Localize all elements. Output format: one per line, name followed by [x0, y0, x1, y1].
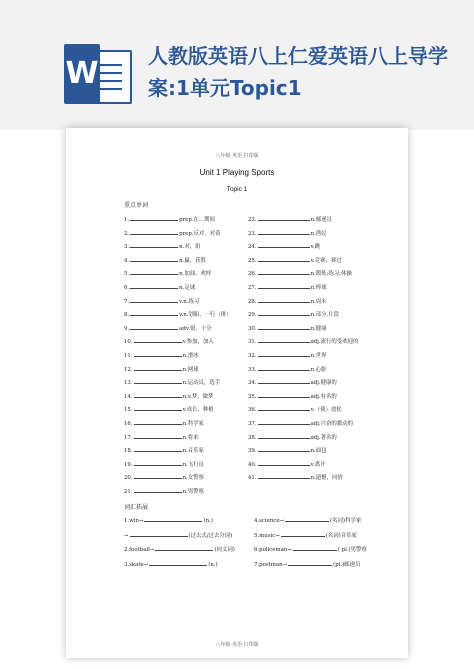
item-meaning: n.面包	[310, 448, 327, 455]
item-meaning: n.心脏	[310, 366, 327, 373]
vocab-item	[248, 228, 327, 237]
vocab-item	[124, 214, 215, 223]
item-meaning: adj.著名的	[310, 434, 337, 441]
vocab-item	[124, 459, 204, 468]
item-number: 6.	[124, 285, 130, 291]
vocab-item	[248, 323, 327, 332]
banner	[0, 0, 474, 130]
expansion-item	[254, 515, 361, 524]
item-meaning: n.邮递员	[310, 217, 332, 223]
item-meaning: n.周末	[310, 298, 327, 305]
item-number: →	[124, 532, 129, 539]
answer-blank[interactable]	[258, 472, 310, 479]
answer-blank[interactable]	[134, 364, 182, 371]
item-number: 36.	[248, 407, 257, 414]
expansion-item	[124, 515, 213, 524]
item-meaning: n.对，组	[179, 244, 201, 251]
vocab-item	[124, 418, 204, 427]
item-meaning: n.v.梦，做梦	[182, 393, 214, 400]
answer-blank[interactable]	[258, 282, 310, 289]
item-number: 7.postman→	[254, 561, 288, 568]
item-number: 33.	[248, 366, 257, 373]
item-number: 3.	[124, 244, 130, 251]
vocab-item	[124, 282, 195, 291]
item-meaning: v.离开	[310, 461, 326, 468]
item-number: 24.	[248, 244, 257, 251]
page-footer: 八年级·英语·打印版	[215, 642, 259, 648]
answer-blank[interactable]	[293, 544, 337, 551]
item-meaning: (pl.)邮递员	[333, 561, 361, 568]
item-meaning: adj.兴奋的激动的	[310, 421, 353, 427]
item-meaning: adj.有名的	[310, 393, 337, 400]
item-number: 6.policeman→	[254, 547, 292, 553]
answer-blank[interactable]	[130, 296, 178, 303]
item-meaning: n.运动员，选手	[182, 380, 221, 387]
item-number: 27.	[248, 285, 257, 291]
item-number: 31.	[248, 339, 257, 346]
item-meaning: n.音乐家	[182, 448, 204, 455]
item-meaning: (n.)	[208, 561, 218, 568]
answer-blank[interactable]	[134, 432, 182, 439]
item-number: 18.	[124, 448, 133, 455]
item-number: 19.	[124, 461, 133, 468]
answer-blank[interactable]	[130, 214, 178, 221]
vocab-item	[248, 364, 327, 373]
item-number: 4.science→	[254, 518, 285, 524]
answer-blank[interactable]	[258, 214, 310, 221]
item-meaning: n.世界	[310, 353, 327, 359]
vocab-item	[124, 377, 220, 386]
vocab-item	[248, 296, 327, 305]
answer-blank[interactable]	[130, 241, 178, 248]
item-number: 26.	[248, 271, 257, 278]
answer-blank[interactable]	[258, 418, 310, 425]
vocab-item	[248, 214, 332, 223]
answer-blank[interactable]	[144, 515, 202, 522]
item-meaning: n.网球	[182, 366, 199, 373]
item-number: 11.	[124, 353, 133, 359]
item-meaning: prep.反对，对着	[179, 230, 221, 237]
item-meaning: n.飞行员	[182, 461, 204, 468]
vocab-item	[248, 350, 327, 359]
expansion-item	[254, 544, 367, 553]
word-w-badge: W	[64, 44, 100, 104]
unit-title: Unit 1 Playing Sports	[199, 168, 275, 177]
vocab-item	[124, 336, 214, 345]
item-number: 25.	[248, 257, 257, 264]
item-number: 2.football→	[124, 547, 155, 553]
answer-blank[interactable]	[258, 432, 310, 439]
vocab-item	[124, 391, 213, 400]
item-number: 41.	[248, 475, 257, 482]
word-icon	[64, 44, 128, 106]
item-number: 10.	[124, 339, 133, 346]
item-meaning: (同义词)	[214, 547, 235, 553]
answer-blank[interactable]	[149, 559, 207, 566]
document-page	[66, 128, 408, 658]
answer-blank[interactable]	[258, 228, 310, 235]
expansion-item	[124, 559, 218, 568]
answer-blank[interactable]	[130, 323, 178, 330]
item-meaning: adj.健康的	[310, 380, 337, 387]
document-title: 人教版英语八上仁爱英语八上导学案:1单元Topic1	[148, 44, 448, 100]
answer-blank[interactable]	[258, 309, 310, 316]
answer-blank[interactable]	[258, 255, 310, 262]
vocab-item	[124, 445, 204, 454]
item-number: 38.	[248, 434, 257, 441]
answer-blank[interactable]	[258, 404, 310, 411]
vocab-item	[248, 282, 327, 291]
item-meaning: v.成长，种植	[182, 407, 214, 414]
vocab-item	[124, 255, 206, 264]
vocab-item	[124, 364, 199, 373]
vocab-item	[248, 459, 325, 468]
answer-blank[interactable]	[258, 350, 310, 357]
item-meaning: n.滑冰	[182, 353, 199, 359]
vocab-item	[124, 228, 221, 237]
item-meaning: adv.很，十分	[179, 325, 212, 332]
vocab-item	[124, 241, 201, 250]
item-number: 40.	[248, 461, 257, 468]
expansion-item	[124, 530, 232, 539]
item-meaning: n.健康	[310, 325, 327, 332]
vocab-item	[248, 418, 353, 427]
vocab-item	[124, 486, 204, 495]
item-meaning: v.竞赛，赛过	[310, 257, 342, 264]
expansion-item	[254, 559, 360, 568]
item-meaning: n.部分,片段	[310, 312, 340, 319]
item-meaning: v.跳	[310, 244, 321, 251]
item-meaning: (名词)科学家	[330, 518, 362, 524]
item-meaning: v.（使）放松	[310, 407, 342, 414]
item-number: 8.	[124, 312, 130, 319]
vocab-item	[124, 472, 204, 481]
item-number: 1.	[124, 217, 130, 223]
vocab-item	[248, 255, 342, 264]
answer-blank[interactable]	[285, 515, 329, 522]
vocab-item	[248, 432, 337, 441]
answer-blank[interactable]	[155, 544, 213, 551]
answer-blank[interactable]	[288, 559, 332, 566]
vocab-item	[124, 350, 199, 359]
answer-blank[interactable]	[134, 377, 182, 384]
item-meaning: n.遗憾，同情	[310, 475, 343, 482]
expansion-item	[254, 530, 357, 539]
item-number: 20.	[124, 475, 133, 482]
item-number: 37.	[248, 421, 257, 427]
vocab-item	[248, 445, 327, 454]
vocab-item	[124, 296, 199, 305]
vocab-item	[248, 404, 342, 413]
answer-blank[interactable]	[258, 296, 310, 303]
answer-blank[interactable]	[134, 459, 182, 466]
vocab-item	[248, 268, 352, 277]
vocab-item	[248, 309, 339, 318]
vocab-item	[248, 241, 320, 250]
item-number: 30.	[248, 325, 257, 332]
item-meaning: n.男警察	[182, 489, 204, 495]
vocab-item	[248, 336, 358, 345]
item-meaning: n.将来	[182, 434, 199, 441]
answer-blank[interactable]	[134, 445, 182, 452]
section-key-words: 重点单词	[124, 202, 149, 209]
item-number: 29.	[248, 312, 257, 319]
item-meaning: v.n.练习	[179, 298, 200, 305]
answer-blank[interactable]	[130, 255, 178, 262]
answer-blank[interactable]	[134, 472, 182, 479]
item-meaning: n.锻炼;练习;体操	[310, 271, 352, 278]
answer-blank[interactable]	[258, 336, 310, 343]
item-number: 17.	[124, 434, 133, 441]
item-meaning: n.科学家	[182, 421, 204, 427]
answer-blank[interactable]	[258, 377, 310, 384]
answer-blank[interactable]	[258, 241, 310, 248]
item-meaning: v.参加，加入	[182, 339, 214, 346]
item-number: 39.	[248, 448, 257, 455]
item-number: 9.	[124, 325, 130, 332]
answer-blank[interactable]	[130, 228, 178, 235]
item-number: 23.	[248, 230, 257, 237]
item-meaning: adj.流行的受欢迎的	[310, 339, 359, 346]
answer-blank[interactable]	[130, 282, 178, 289]
expansion-item	[124, 544, 235, 553]
item-meaning: (名词)音乐家	[325, 532, 357, 539]
vocab-item	[124, 404, 214, 413]
item-meaning: n.棒球	[310, 285, 327, 291]
vocab-item	[124, 268, 211, 277]
answer-blank[interactable]	[134, 486, 182, 493]
item-number: 22.	[248, 217, 257, 223]
item-number: 13.	[124, 380, 133, 387]
answer-blank[interactable]	[258, 364, 310, 371]
answer-blank[interactable]	[134, 336, 182, 343]
item-number: 5.	[124, 271, 130, 278]
answer-blank[interactable]	[281, 530, 325, 537]
item-number: 16.	[124, 421, 133, 427]
vocab-item	[124, 432, 199, 441]
answer-blank[interactable]	[130, 268, 178, 275]
section-vocab-expansion: 词汇拓展	[124, 504, 149, 511]
item-meaning: n.渔民	[310, 230, 327, 237]
answer-blank[interactable]	[134, 350, 182, 357]
answer-blank[interactable]	[134, 418, 182, 425]
item-number: 2.	[124, 230, 130, 237]
item-meaning: v.n.划船，一行（排）	[179, 312, 232, 319]
item-meaning: n.女警察	[182, 475, 204, 482]
item-meaning: n.赢，获胜	[179, 257, 206, 264]
answer-blank[interactable]	[130, 309, 178, 316]
item-number: 35.	[248, 393, 257, 400]
answer-blank[interactable]	[258, 445, 310, 452]
item-meaning: ( pl.)男警察	[337, 547, 367, 553]
answer-blank[interactable]	[258, 323, 310, 330]
answer-blank[interactable]	[130, 530, 188, 537]
item-number: 1.win→	[124, 518, 144, 524]
item-meaning: prep.在...期间	[179, 217, 215, 223]
answer-blank[interactable]	[258, 268, 310, 275]
answer-blank[interactable]	[258, 391, 310, 398]
item-number: 28.	[248, 298, 257, 305]
page-header: 八年级·英语·打印版	[215, 153, 259, 159]
item-number: 21.	[124, 489, 133, 495]
item-meaning: (n.)	[203, 518, 213, 524]
vocab-item	[248, 377, 337, 386]
vocab-item	[124, 323, 212, 332]
item-number: 15.	[124, 407, 133, 414]
answer-blank[interactable]	[134, 404, 182, 411]
item-number: 3.skate→	[124, 561, 149, 568]
item-number: 5.music→	[254, 532, 280, 539]
topic-title: Topic 1	[226, 186, 248, 193]
item-number: 4.	[124, 257, 130, 264]
vocab-item	[248, 391, 337, 400]
vocab-item	[124, 309, 232, 318]
item-number: 7.	[124, 298, 130, 305]
item-meaning: (过去式/过去分词)	[188, 532, 233, 539]
item-meaning: n.足球	[179, 285, 196, 291]
item-meaning: n.加油，欢呼	[179, 271, 212, 278]
item-number: 34.	[248, 380, 257, 387]
answer-blank[interactable]	[258, 459, 310, 466]
item-number: 12.	[124, 366, 133, 373]
item-number: 32.	[248, 353, 257, 359]
vocab-item	[248, 472, 343, 481]
answer-blank[interactable]	[134, 391, 182, 398]
item-number: 14.	[124, 393, 133, 400]
